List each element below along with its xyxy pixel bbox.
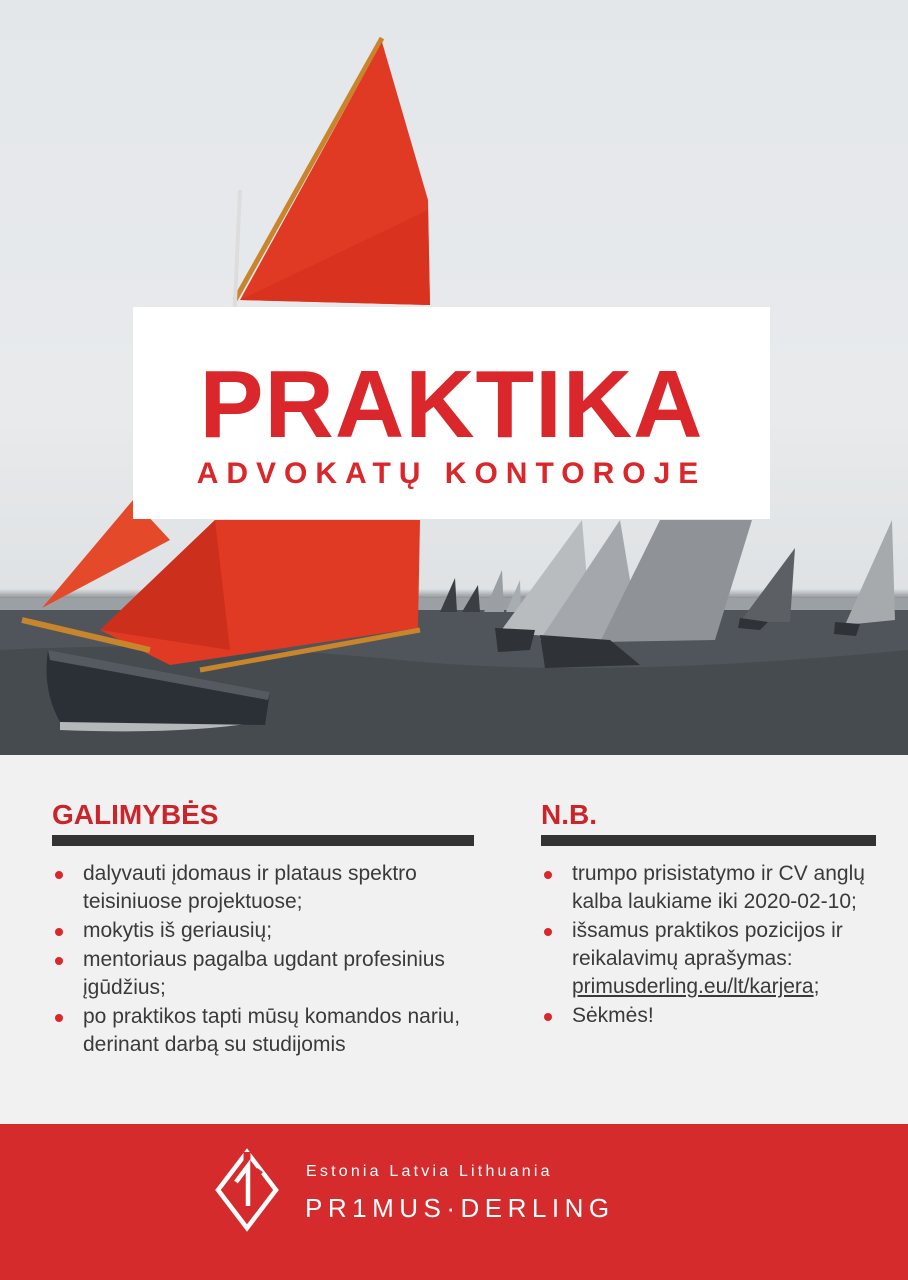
bullet-icon <box>55 871 63 879</box>
opportunities-list <box>52 860 474 1059</box>
bullet-icon <box>544 871 552 879</box>
list-item-text: trumpo prisistatymo ir CV anglų kalba laukiame iki 2020-02-10; <box>572 862 865 913</box>
section-divider <box>541 835 876 846</box>
list-item <box>541 917 876 1001</box>
list-item-text: išsamus praktikos pozicijos ir reikalavimų aprašymas: <box>572 919 843 970</box>
list-item <box>541 860 876 916</box>
bullet-icon <box>544 1013 552 1021</box>
notes-list <box>541 860 876 1030</box>
list-item <box>541 1002 876 1030</box>
page-subtitle: ADVOKATŲ KONTOROJE <box>196 457 707 490</box>
bullet-icon <box>55 957 63 965</box>
opportunities-section <box>52 795 474 1060</box>
list-item-text: po praktikos tapti mūsų komandos nariu, derinant darbą su studijomis <box>83 1005 461 1056</box>
link-suffix: ; <box>813 975 820 998</box>
bullet-icon <box>55 1014 63 1022</box>
list-item-text: mokytis iš geriausių; <box>83 919 273 942</box>
page-title: PRAKTIKA <box>199 351 704 458</box>
list-item <box>52 946 474 1002</box>
primus-derling-logo-icon <box>214 1148 280 1232</box>
list-item-text: mentoriaus pagalba ugdant profesinius įgūdžius; <box>83 948 445 999</box>
opportunities-heading: GALIMYBĖS <box>52 799 219 830</box>
list-item <box>52 860 474 916</box>
careers-link[interactable]: primusderling.eu/lt/karjera <box>572 975 814 998</box>
section-divider <box>52 835 474 846</box>
list-item-text: Sėkmės! <box>572 1004 654 1027</box>
list-item <box>52 917 474 945</box>
notes-heading: N.B. <box>541 799 597 830</box>
title-card <box>133 307 770 519</box>
footer-brand-name: PR1MUS·DERLING <box>305 1193 615 1223</box>
bullet-icon <box>55 928 63 936</box>
list-item-text: dalyvauti įdomaus ir plataus spektro teisiniuose projektuose; <box>83 862 417 913</box>
bullet-icon <box>544 928 552 936</box>
notes-section <box>541 795 876 1031</box>
footer-tagline: Estonia Latvia Lithuania <box>306 1163 553 1180</box>
list-item <box>52 1003 474 1059</box>
